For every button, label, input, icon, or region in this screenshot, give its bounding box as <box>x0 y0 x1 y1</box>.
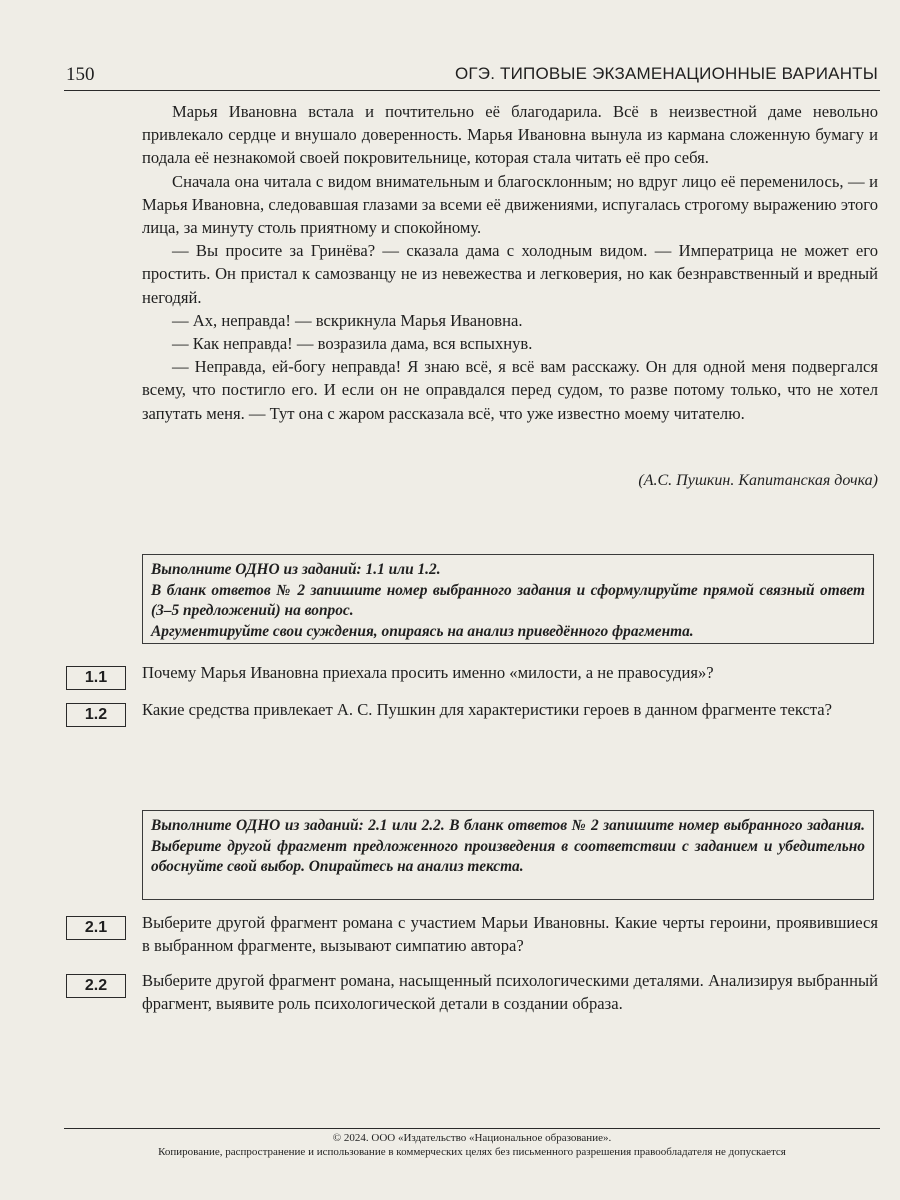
question-text-2-2: Выберите другой фрагмент романа, насыщенный психологическими деталями. Анализируя выбранный фрагмент, выявите роль психологической детали в создании образа. <box>142 971 878 1013</box>
question-number-2-1: 2.1 <box>66 916 126 940</box>
footer-copyright: © 2024. ООО «Издательство «Национальное образование». <box>332 1132 612 1144</box>
task-instructions-1 <box>142 554 874 644</box>
passage-paragraph: Сначала она читала с видом внимательным и благосклонным; но вдруг лицо её переменилось, — и Марья Ивановна, следовавшая глазами за всеми её движениями, испугалась строгому выражению этого лица, за минуту столь приятному и спокойному. <box>142 171 878 238</box>
question-text-1-2: Какие средства привлекает А. С. Пушкин для характеристики героев в данном фрагменте текста? <box>142 700 833 719</box>
footer-notice: Копирование, распространение и использование в коммерческих целях без письменного разрешения правообладателя не допускается <box>158 1146 786 1158</box>
passage-paragraph: — Ах, неправда! — вскрикнула Марья Ивановна. <box>172 310 523 330</box>
header-divider <box>64 90 880 91</box>
question-number-1-2: 1.2 <box>66 703 126 727</box>
question-number-2-2: 2.2 <box>66 974 126 998</box>
question-text-1-1: Почему Марья Ивановна приехала просить именно «милости, а не правосудия»? <box>142 663 714 682</box>
passage-attribution: (А.С. Пушкин. Капитанская дочка) <box>638 472 878 489</box>
running-title: ОГЭ. ТИПОВЫЕ ЭКЗАМЕНАЦИОННЫЕ ВАРИАНТЫ <box>454 64 878 83</box>
passage-paragraph: — Как неправда! — возразила дама, вся вспыхнув. <box>172 334 533 354</box>
footer-divider <box>64 1128 880 1129</box>
task-instruction-line: В бланк ответов № 2 запишите номер выбранного задания и сформулируйте прямой связный ответ (3–5 предложений) на вопрос. <box>151 581 865 620</box>
footer <box>64 1131 880 1159</box>
passage-paragraph: — Вы просите за Гринёва? — сказала дама с холодным видом. — Императрица не может его простить. Он пристал к самозванцу не из невежества и легковерия, но как безнравственный и вредный негодяй. <box>142 241 878 307</box>
task-instructions-2 <box>142 810 874 900</box>
literary-passage <box>142 100 878 425</box>
passage-paragraph: — Неправда, ей-богу неправда! Я знаю всё, я всё вам расскажу. Он для одной меня подвергался всему, что постигло его. И если он не оправдался перед судом, то разве потому только, что не хотел запутать меня. — Тут она с жаром рассказала всё, что уже известно моему читателю. <box>142 357 878 423</box>
task-instruction-line: Выполните ОДНО из заданий: 1.1 или 1.2. <box>151 561 441 578</box>
question-number-1-1: 1.1 <box>66 666 126 690</box>
passage-paragraph: Марья Ивановна встала и почтительно её благодарила. Всё в неизвестной даме невольно привлекало сердце и внушало доверенность. Марья Ивановна вынула из кармана сложенную бумагу и подала её незнакомой своей покровительнице, которая стала читать её про себя. <box>142 102 878 168</box>
task-instruction-text: Выполните ОДНО из заданий: 2.1 или 2.2. В бланк ответов № 2 запишите номер выбранного задания. Выберите другой фрагмент предложенного произведения в соответствии с заданием и убедительно обоснуйте свой выбор. Опирайтесь на анализ текста. <box>151 817 865 876</box>
task-instruction-line: Аргументируйте свои суждения, опираясь на анализ приведённого фрагмента. <box>151 622 694 640</box>
question-text-2-1: Выберите другой фрагмент романа с участием Марьи Ивановны. Какие черты героини, проявившиеся в выбранном фрагменте, вызывают симпатию автора? <box>142 913 878 955</box>
page-number: 150 <box>66 64 95 85</box>
